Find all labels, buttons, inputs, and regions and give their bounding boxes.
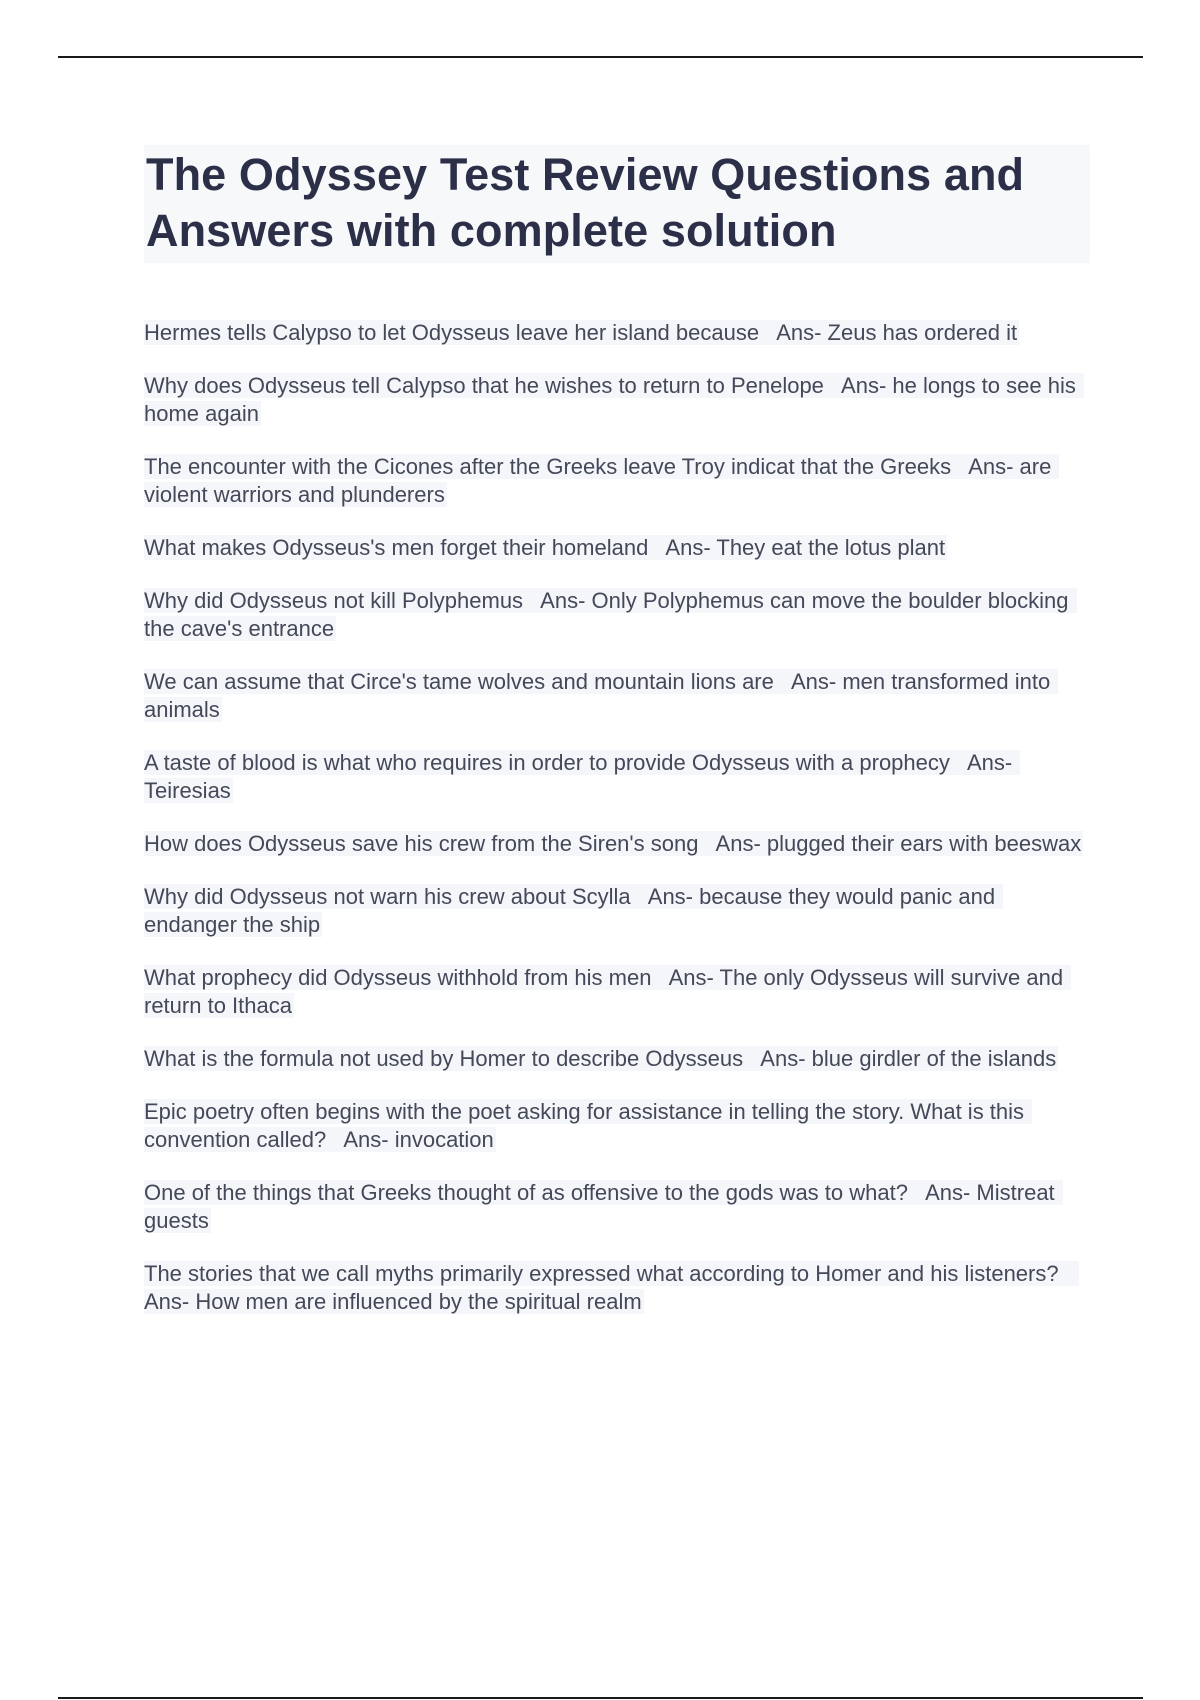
qa-item <box>144 1179 1090 1235</box>
qa-text: A taste of blood is what who requires in order to provide Odysseus with a prophecy Ans- Teiresias <box>144 750 1018 803</box>
qa-item <box>144 319 1090 347</box>
qa-item <box>144 587 1090 643</box>
qa-item <box>144 1045 1090 1073</box>
qa-item <box>144 534 1090 562</box>
document-content <box>144 145 1090 1341</box>
qa-item <box>144 749 1090 805</box>
qa-text: How does Odysseus save his crew from the Siren's song Ans- plugged their ears with beeswax <box>144 831 1082 856</box>
qa-text: Hermes tells Calypso to let Odysseus leave her island because Ans- Zeus has ordered it <box>144 320 1018 345</box>
qa-text: We can assume that Circe's tame wolves and mountain lions are Ans- men transformed into animals <box>144 669 1057 722</box>
qa-list <box>144 319 1090 1316</box>
top-rule <box>58 56 1143 58</box>
qa-text: One of the things that Greeks thought of as offensive to the gods was to what? Ans- Mistreat guests <box>144 1180 1061 1233</box>
qa-text: Why does Odysseus tell Calypso that he wishes to return to Penelope Ans- he longs to see his home again <box>144 373 1082 426</box>
qa-item <box>144 830 1090 858</box>
qa-item <box>144 964 1090 1020</box>
document-title: The Odyssey Test Review Questions and Answers with complete solution <box>144 145 1090 263</box>
qa-text: Epic poetry often begins with the poet asking for assistance in telling the story. What is this convention called? Ans- invocation <box>144 1099 1031 1152</box>
qa-text: What makes Odysseus's men forget their homeland Ans- They eat the lotus plant <box>144 535 946 560</box>
qa-item <box>144 372 1090 428</box>
qa-item <box>144 1098 1090 1154</box>
qa-item <box>144 668 1090 724</box>
qa-text: The stories that we call myths primarily expressed what according to Homer and his listeners? Ans- How men are influenced by the spiritual realm <box>144 1261 1077 1314</box>
qa-item <box>144 1260 1090 1316</box>
bottom-rule <box>58 1697 1143 1699</box>
qa-item <box>144 883 1090 939</box>
qa-text: What prophecy did Odysseus withhold from his men Ans- The only Odysseus will survive and return to Ithaca <box>144 965 1070 1018</box>
qa-text: What is the formula not used by Homer to describe Odysseus Ans- blue girdler of the islands <box>144 1046 1057 1071</box>
qa-item <box>144 453 1090 509</box>
qa-text: Why did Odysseus not kill Polyphemus Ans- Only Polyphemus can move the boulder blocking the cave's entrance <box>144 588 1075 641</box>
qa-text: The encounter with the Cicones after the Greeks leave Troy indicat that the Greeks Ans- are violent warriors and plunderers <box>144 454 1058 507</box>
qa-text: Why did Odysseus not warn his crew about Scylla Ans- because they would panic and endanger the ship <box>144 884 1002 937</box>
